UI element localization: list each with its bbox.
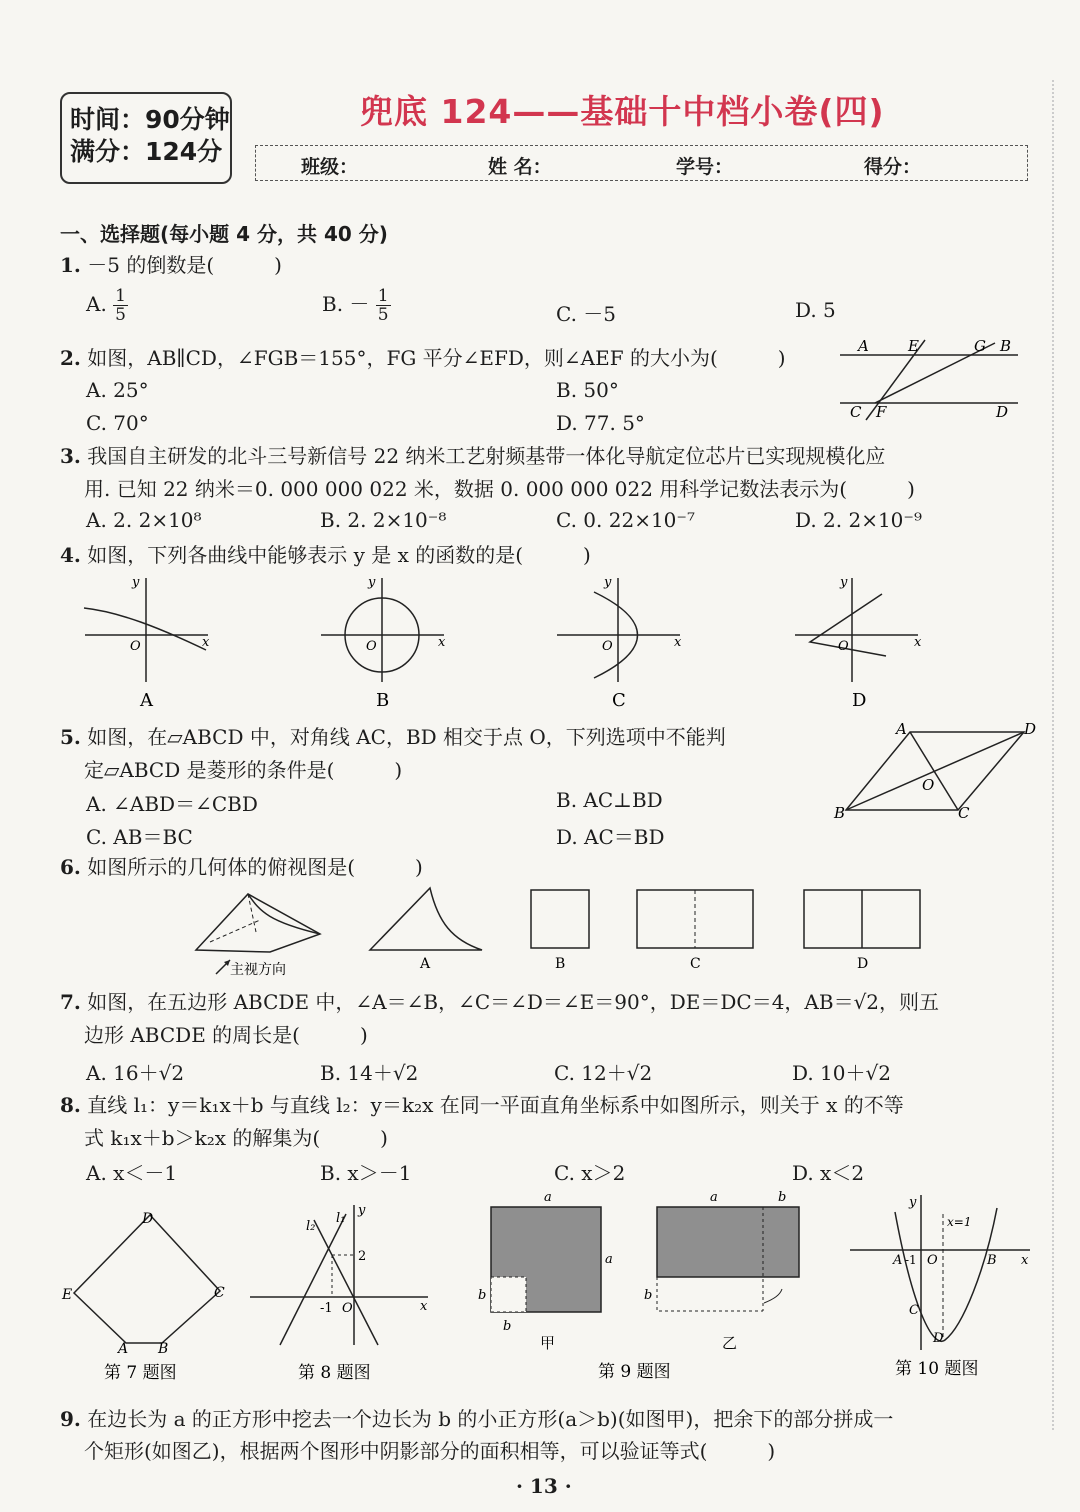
- q7-option-a: A. 16＋√2: [86, 1061, 185, 1085]
- tick-2: 2: [358, 1249, 367, 1264]
- q3-option-d: D. 2. 2×10⁻⁹: [795, 508, 922, 532]
- fraction-numerator: 1: [115, 286, 126, 306]
- moved-part-outline: [657, 1277, 763, 1311]
- question-9-line2: 个矩形(如图乙)，根据两个图形中阴影部分的面积相等，可以验证等式( ): [84, 1439, 776, 1463]
- question-7: [60, 987, 939, 1017]
- name-label: 姓 名：: [488, 156, 552, 178]
- q2-option-a: A. 25°: [86, 378, 149, 402]
- fraction: [113, 287, 128, 324]
- caption-b: B: [376, 690, 390, 710]
- x-label: x: [674, 635, 682, 650]
- q1-option-a: [86, 287, 128, 324]
- fraction-denominator: 5: [377, 305, 389, 325]
- caption-b: B: [555, 956, 566, 972]
- score-label: 得分：: [864, 156, 922, 178]
- cut-square-b: [491, 1277, 526, 1312]
- label-a: A: [858, 337, 869, 355]
- q5-option-a: A. ∠ABD＝∠CBD: [86, 792, 258, 816]
- solid-figure: [196, 894, 320, 978]
- q8-option-d: D. x＜2: [792, 1161, 865, 1185]
- q4-graph-d: [790, 570, 925, 710]
- q8-option-c: C. x＞2: [554, 1161, 626, 1185]
- q1-option-d: D. 5: [795, 298, 836, 322]
- question-text: 如图，AB∥CD，∠FGB＝155°，FG 平分∠EFD，则∠AEF 的大小为( ): [87, 346, 786, 370]
- q2-option-c: C. 70°: [86, 411, 149, 435]
- figure-8: [246, 1200, 436, 1385]
- parabola: [895, 1208, 997, 1341]
- label-b-top: b: [778, 1190, 787, 1205]
- label-a-right: a: [605, 1252, 613, 1267]
- question-number: 7.: [60, 990, 81, 1014]
- label-a-top: a: [544, 1190, 552, 1205]
- q5-figure: [832, 718, 1042, 826]
- y-label: y: [368, 575, 376, 590]
- question-8: [60, 1090, 904, 1120]
- question-4: [60, 540, 591, 570]
- question-text-line1: 我国自主研发的北斗三号新信号 22 纳米工艺射频基带一体化导航定位芯片已实现规模化应: [87, 444, 886, 468]
- question-5: [60, 722, 726, 752]
- curve: [84, 608, 206, 650]
- label-c: C: [850, 403, 862, 421]
- question-number: 6.: [60, 855, 81, 879]
- figure-8-caption: 第 8 题图: [298, 1363, 371, 1383]
- figure-10: [845, 1190, 1040, 1385]
- fraction-numerator: 1: [377, 286, 389, 306]
- q4-graph-c: [552, 570, 687, 710]
- solid-hidden-edge: [210, 920, 260, 942]
- label-b: B: [1000, 337, 1012, 355]
- question-text: 如图所示的几何体的俯视图是( ): [87, 855, 423, 879]
- figure-9: [470, 1185, 810, 1385]
- label-c: C: [909, 1303, 919, 1318]
- q4-graph-b: [316, 570, 451, 710]
- label-b: B: [834, 804, 846, 822]
- label-e: E: [908, 337, 919, 355]
- label-d: D: [1024, 720, 1037, 738]
- origin-label: O: [366, 639, 377, 654]
- question-5-line2: 定▱ABCD 是菱形的条件是( ): [84, 758, 403, 782]
- q7-option-b: B. 14＋√2: [320, 1061, 419, 1085]
- y-label: y: [604, 575, 612, 590]
- label-a-top: a: [710, 1190, 718, 1205]
- section-title: 一、选择题(每小题 4 分，共 40 分): [60, 222, 388, 246]
- q3-option-c: C. 0. 22×10⁻⁷: [556, 508, 695, 532]
- page-title: 兜底 124——基础十中档小卷(四): [360, 92, 885, 131]
- q5-option-b: B. AC⊥BD: [556, 788, 663, 812]
- question-9: [60, 1404, 893, 1434]
- caption-a: A: [420, 956, 431, 972]
- question-text-line1: 直线 l₁：y＝k₁x＋b 与直线 l₂：y＝k₂x 在同一平面直角坐标系中如图所示，则关于 x 的不等: [87, 1093, 904, 1117]
- page-number: · 13 ·: [516, 1474, 572, 1498]
- figure-10-caption: 第 10 题图: [895, 1359, 979, 1379]
- y-label: y: [840, 575, 848, 590]
- student-no-label: 学号：: [676, 156, 734, 178]
- label-x-eq-1: x=1: [947, 1215, 972, 1229]
- fraction: [376, 287, 391, 324]
- label-d: D: [996, 403, 1009, 421]
- label-l2: l₂: [306, 1219, 316, 1234]
- x-label: x: [202, 635, 210, 650]
- label-o: O: [927, 1253, 938, 1268]
- x-label: x: [914, 635, 922, 650]
- q5-option-c: C. AB＝BC: [86, 825, 193, 849]
- question-number: 3.: [60, 444, 81, 468]
- label-a: A: [896, 720, 907, 738]
- caption-a: A: [140, 690, 153, 710]
- question-text: 如图，下列各曲线中能够表示 y 是 x 的函数的是( ): [87, 543, 591, 567]
- q2-figure: [830, 335, 1025, 427]
- label-l1: l₁: [336, 1211, 346, 1226]
- caption-d: D: [857, 956, 869, 972]
- question-number: 4.: [60, 543, 81, 567]
- line-l2: [314, 1220, 378, 1345]
- label-c: C: [958, 804, 970, 822]
- figure-9-caption: 第 9 题图: [598, 1362, 671, 1382]
- q1-option-c: C. －5: [556, 302, 617, 326]
- question-number: 8.: [60, 1093, 81, 1117]
- caption-c: C: [690, 956, 701, 972]
- caption-c: C: [612, 690, 626, 710]
- question-number: 5.: [60, 725, 81, 749]
- q3-option-b: B. 2. 2×10⁻⁸: [320, 508, 447, 532]
- q8-option-a: A. x＜－1: [86, 1161, 178, 1185]
- exam-time: 时间：90分钟: [70, 105, 230, 134]
- fraction-denominator: 5: [115, 305, 126, 325]
- full-score: 满分：124分: [70, 137, 223, 166]
- label-d: D: [142, 1211, 154, 1227]
- rectangle: [657, 1207, 799, 1277]
- caption-d: D: [852, 690, 867, 710]
- question-6: [60, 852, 423, 882]
- label-neg1: -1: [905, 1253, 917, 1267]
- q2-option-b: B. 50°: [556, 378, 619, 402]
- option-prefix: B. －: [322, 292, 370, 316]
- tick-neg1: -1: [320, 1301, 333, 1316]
- question-number: 2.: [60, 346, 81, 370]
- direction-label: 主视方向: [230, 962, 286, 978]
- label-b-left: b: [478, 1288, 487, 1303]
- question-1: [60, 250, 282, 280]
- y-label: y: [909, 1195, 917, 1210]
- question-text-line1: 如图，在▱ABCD 中，对角线 AC，BD 相交于点 O，下列选项中不能判: [87, 725, 726, 749]
- q7-option-d: D. 10＋√2: [792, 1061, 891, 1085]
- label-yi: 乙: [722, 1334, 738, 1352]
- label-o: O: [922, 776, 935, 794]
- y-label: y: [358, 1203, 366, 1218]
- move-arrow: [764, 1289, 782, 1303]
- label-c: C: [214, 1285, 225, 1301]
- origin-label: O: [838, 639, 849, 654]
- q1-option-b: [322, 287, 391, 324]
- page-edge-line: [1052, 80, 1054, 1430]
- option-a-shape: [370, 888, 482, 950]
- origin-label: O: [342, 1301, 353, 1316]
- q3-option-a: A. 2. 2×10⁸: [86, 508, 202, 532]
- label-e: E: [62, 1287, 73, 1303]
- q5-option-d: D. AC＝BD: [556, 825, 665, 849]
- q7-option-c: C. 12＋√2: [554, 1061, 653, 1085]
- origin-label: O: [602, 639, 613, 654]
- q2-option-d: D. 77. 5°: [556, 411, 645, 435]
- question-text-line1: 如图，在五边形 ABCDE 中，∠A＝∠B，∠C＝∠D＝∠E＝90°，DE＝DC＝4，AB＝√2，则五: [87, 990, 940, 1014]
- question-number: 9.: [60, 1407, 81, 1431]
- label-b-left: b: [644, 1288, 653, 1303]
- figure-7: [60, 1205, 235, 1385]
- label-a: A: [118, 1341, 129, 1357]
- x-label: x: [1021, 1253, 1029, 1268]
- label-b: B: [158, 1341, 169, 1357]
- label-g: G: [974, 337, 986, 355]
- pentagon: [74, 1215, 220, 1343]
- label-jia: 甲: [540, 1334, 556, 1352]
- x-label: x: [438, 635, 446, 650]
- class-label: 班级：: [301, 156, 359, 178]
- y-label: y: [132, 575, 140, 590]
- question-7-line2: 边形 ABCDE 的周长是( ): [84, 1023, 368, 1047]
- question-2: [60, 343, 786, 373]
- q4-graph-a: [80, 570, 215, 710]
- origin-label: O: [130, 639, 141, 654]
- question-8-line2: 式 k₁x＋b＞k₂x 的解集为( ): [84, 1126, 388, 1150]
- diagonal-bd: [846, 732, 1024, 810]
- time-score-box: [60, 92, 232, 184]
- question-text-line1: 在边长为 a 的正方形中挖去一个边长为 b 的小正方形(a＞b)(如图甲)，把余下的部分拼成一: [87, 1407, 894, 1431]
- question-number: 1.: [60, 253, 81, 277]
- q6-figures: [190, 882, 930, 982]
- solid-face: [196, 894, 320, 952]
- option-b-shape: [531, 890, 589, 948]
- question-text: －5 的倒数是( ): [87, 253, 282, 277]
- q8-option-b: B. x＞－1: [320, 1161, 412, 1185]
- label-a: A: [893, 1253, 903, 1268]
- option-prefix: A.: [86, 292, 107, 316]
- question-3-line2: 用. 已知 22 纳米＝0. 000 000 022 米，数据 0. 000 000 022 用科学记数法表示为( ): [84, 477, 915, 501]
- label-d: D: [933, 1331, 944, 1346]
- figure-7-caption: 第 7 题图: [104, 1363, 177, 1383]
- question-3: [60, 441, 885, 471]
- student-info-box: [255, 145, 1028, 181]
- label-f: F: [876, 403, 887, 421]
- x-label: x: [420, 1299, 428, 1314]
- label-b: B: [987, 1253, 997, 1268]
- label-b-bottom: b: [503, 1319, 512, 1334]
